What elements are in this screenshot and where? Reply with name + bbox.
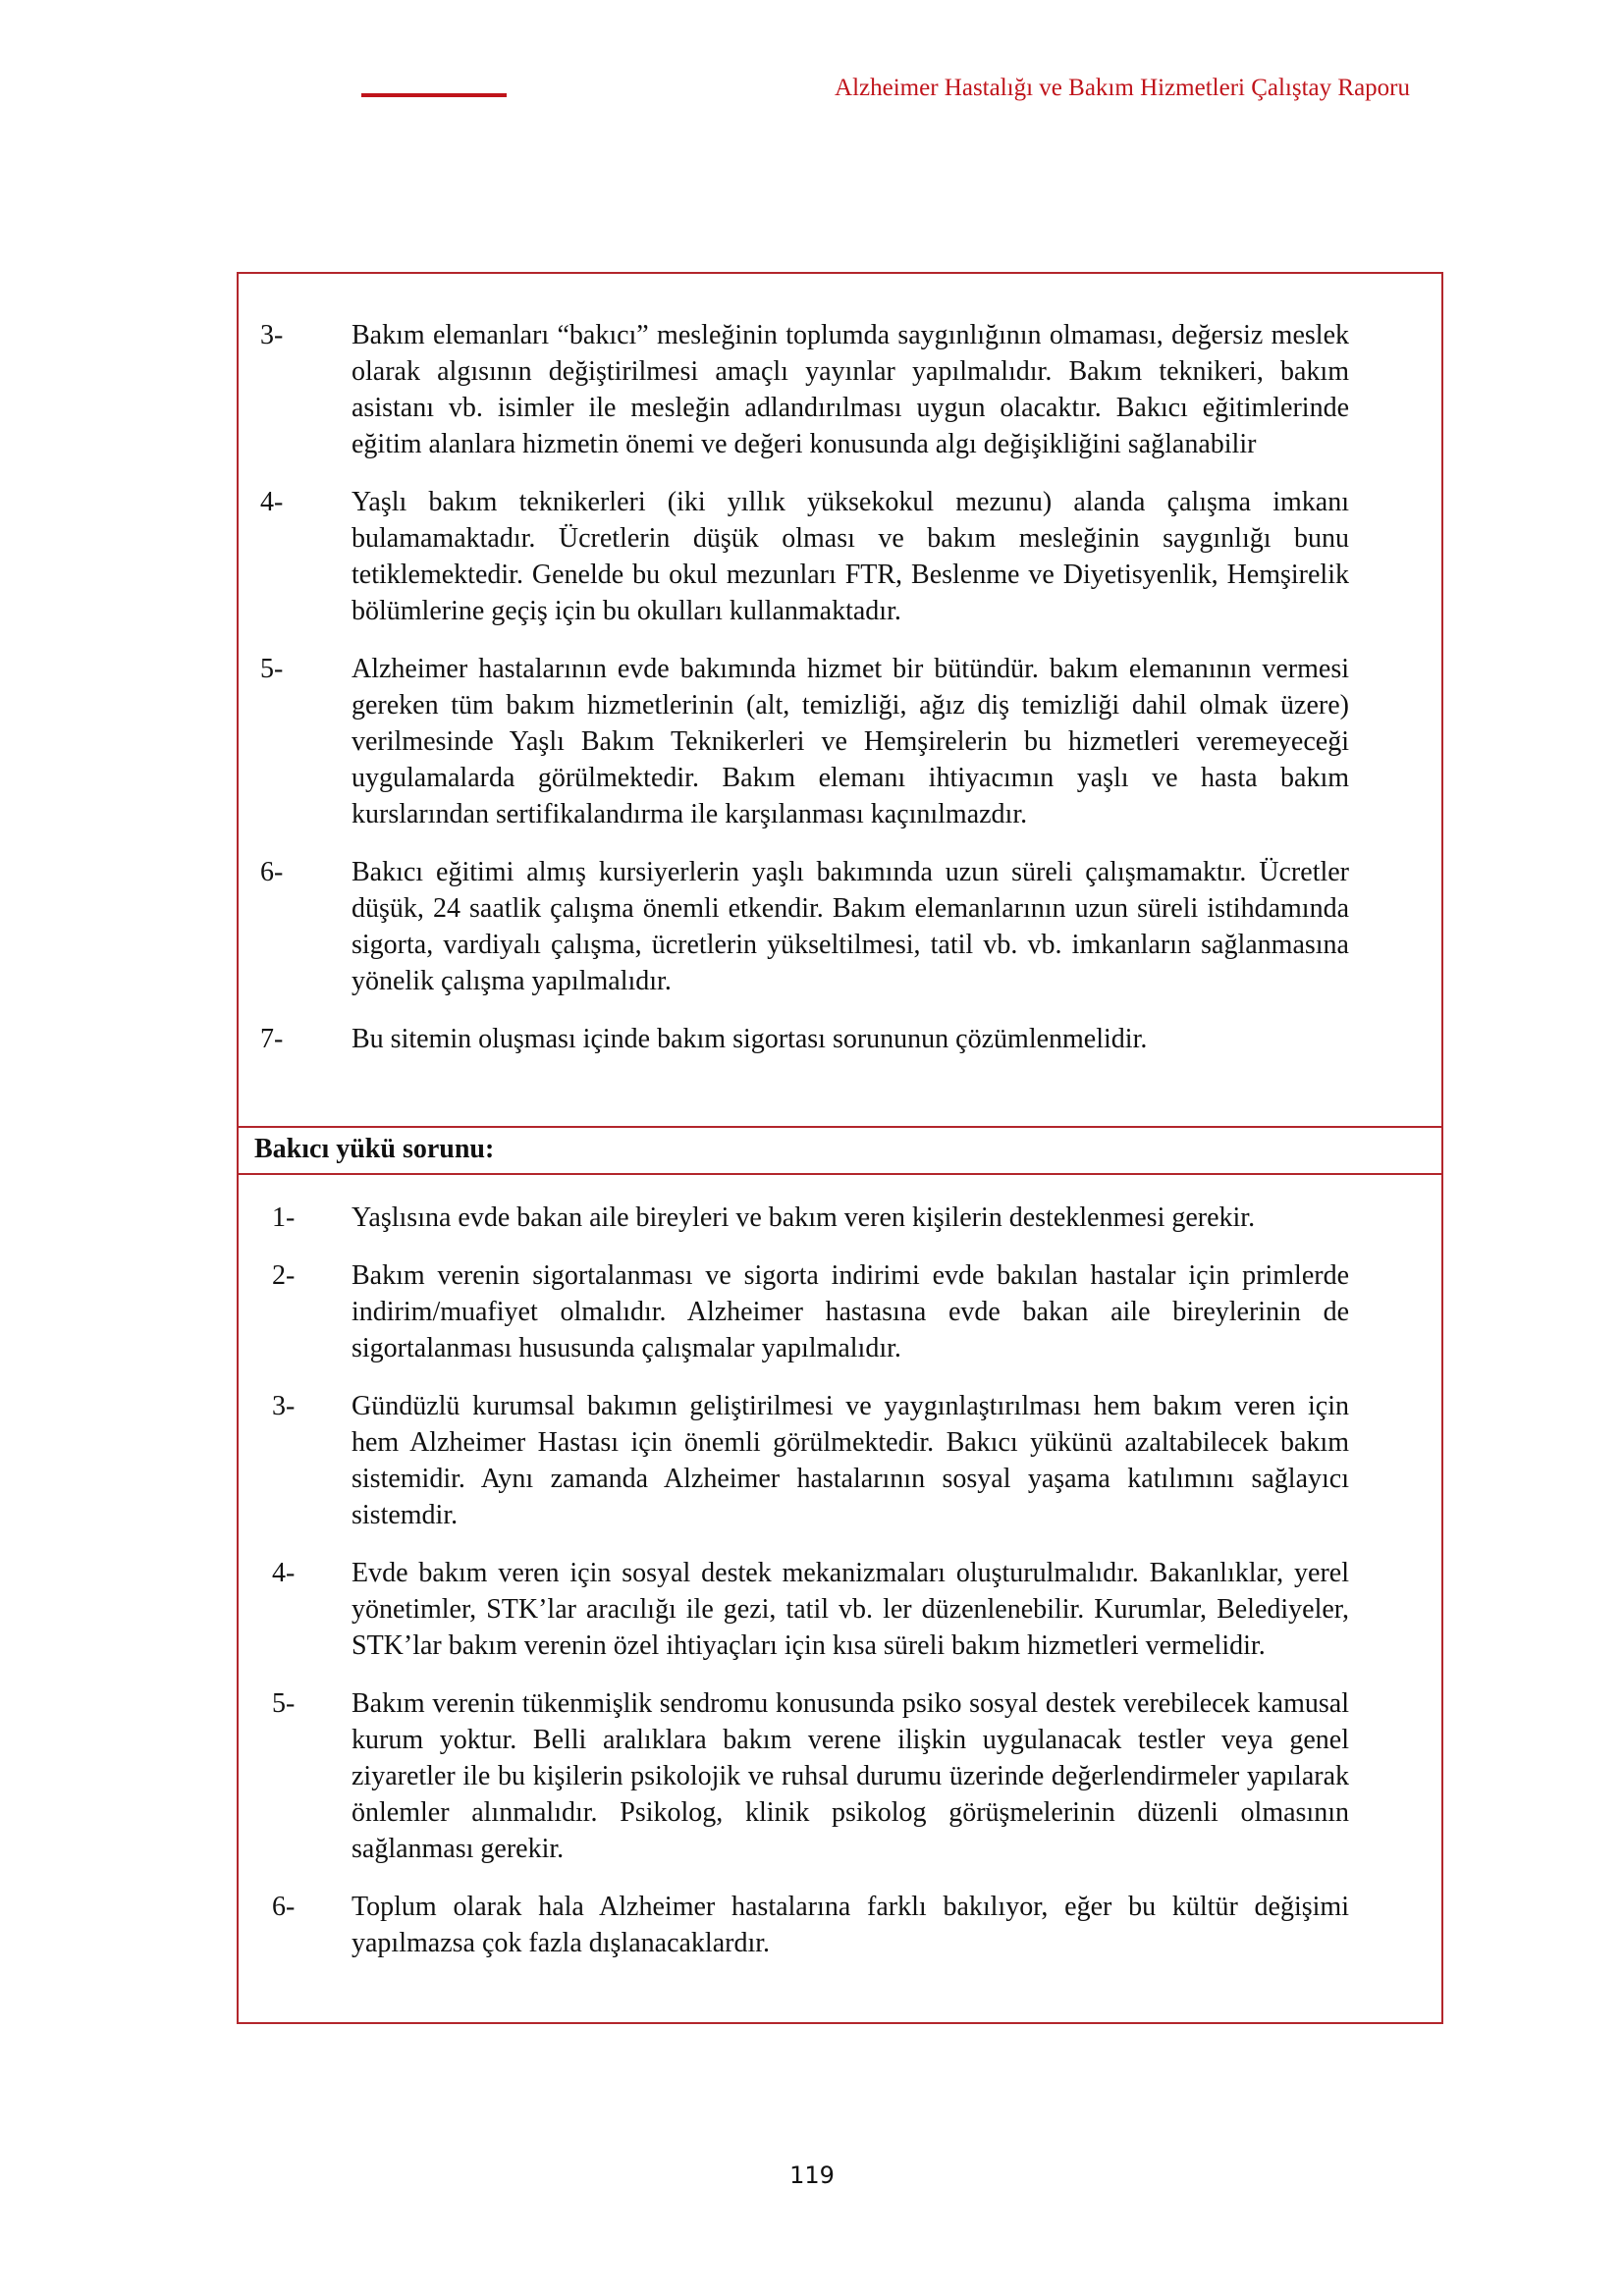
item-text: Gündüzlü kurumsal bakımın geliştirilmesi ve yaygınlaştırılması hem bakım veren için hem Alzheimer Hastası için önemli görülmektedir. Bakıcı yükünü azaltabilecek bakım sistemidir. Aynı zamanda Alzheimer hastalarının sosyal yaşama katılımını sağlayıcı sistemdir.	[352, 1391, 1349, 1530]
item-text: Yaşlı bakım teknikerleri (iki yıllık yüksekokul mezunu) alanda çalışma imkanı bulamamaktadır. Ücretlerin düşük olması ve bakım mesleğinin saygınlığı bunu tetiklemektedir. Genelde bu okul mezunları FTR, Beslenme ve Diyetisyenlik, Hemşirelik bölümlerine geçiş için bu okulları kullanmaktadır.	[352, 487, 1349, 626]
caregiver-burden-list	[239, 1174, 1441, 1983]
item-number: 6-	[272, 1892, 296, 1922]
item-number: 3-	[272, 1391, 296, 1421]
item-text: Bakıcı eğitimi almış kursiyerlerin yaşlı bakımında uzun süreli çalışmamaktır. Ücretler düşük, 24 saatlik çalışma önemli etkendir. Bakım elemanlarının uzun süreli istihdamında sigorta, vardiyalı çalışma, ücretlerin yükseltilmesi, tatil vb. vb. imkanların sağlanmasına yönelik çalışma yapılmalıdır.	[352, 857, 1349, 996]
item-number: 2-	[272, 1260, 296, 1291]
list-item	[239, 1021, 1441, 1057]
recommendations-list	[239, 317, 1441, 1079]
item-text: Bakım verenin sigortalanması ve sigorta indirimi evde bakılan hastalar için primlerde indirim/muafiyet olmalıdır. Alzheimer hastasına evde bakan aile bireylerinin de sigortalanması hususunda çalışmalar yapılmalıdır.	[352, 1260, 1349, 1363]
list-item	[239, 1257, 1441, 1366]
list-item	[239, 1555, 1441, 1664]
item-number: 5-	[260, 654, 284, 684]
list-item	[239, 1889, 1441, 1961]
item-text: Evde bakım veren için sosyal destek mekanizmaları oluşturulmalıdır. Bakanlıklar, yerel yönetimler, STK’lar aracılığı ile gezi, tatil vb. ler düzenlenebilir. Kurumlar, Belediyeler, STK’lar bakım verenin özel ihtiyaçları için kısa süreli bakım hizmetleri vermelidir.	[352, 1558, 1349, 1661]
item-text: Toplum olarak hala Alzheimer hastalarına farklı bakılıyor, eğer bu kültür değişimi yapılmazsa çok fazla dışlanacaklardır.	[352, 1892, 1349, 1958]
item-number: 4-	[272, 1558, 296, 1588]
item-text: Alzheimer hastalarının evde bakımında hizmet bir bütündür. bakım elemanının vermesi gereken tüm bakım hizmetlerinin (alt, temizliği, ağız diş temizliği dahil olmak üzere) verilmesinde Yaşlı Bakım Teknikerleri ve Hemşirelerin bu hizmetleri veremeyeceği uygulamalarda görülmektedir. Bakım elemanı ihtiyacımın yaşlı ve hasta bakım kurslarından sertifikalandırma ile karşılanması kaçınılmazdır.	[352, 654, 1349, 829]
content-box	[237, 272, 1443, 2024]
item-text: Bakım verenin tükenmişlik sendromu konusunda psiko sosyal destek verebilecek kamusal kurum yoktur. Belli aralıklara bakım verene ilişkin uygulanacak testler veya genel ziyaretler ile bu kişilerin psikolojik ve ruhsal durumu üzerinde değerlendirmeler yapılarak önlemler alınmalıdır. Psikolog, klinik psikolog görüşmelerinin düzenli olmasının sağlanması gerekir.	[352, 1688, 1349, 1864]
list-item	[239, 1200, 1441, 1236]
list-item	[239, 651, 1441, 832]
item-number: 5-	[272, 1688, 296, 1719]
item-number: 3-	[260, 320, 284, 350]
item-text: Yaşlısına evde bakan aile bireyleri ve bakım veren kişilerin desteklenmesi gerekir.	[352, 1202, 1256, 1233]
list-item	[239, 1388, 1441, 1533]
list-item	[239, 854, 1441, 999]
item-number: 7-	[260, 1024, 284, 1054]
list-item	[239, 484, 1441, 629]
list-item	[239, 1685, 1441, 1867]
item-number: 6-	[260, 857, 284, 887]
item-number: 4-	[260, 487, 284, 517]
section-divider	[239, 1126, 1441, 1128]
header-rule	[361, 93, 507, 97]
item-number: 1-	[272, 1202, 296, 1233]
section-heading: Bakıcı yükü sorunu:	[254, 1134, 495, 1164]
page-number: 119	[789, 2162, 835, 2189]
item-text: Bu sitemin oluşması içinde bakım sigortası sorununun çözümlenmelidir.	[352, 1024, 1148, 1054]
list-item	[239, 317, 1441, 462]
item-text: Bakım elemanları “bakıcı” mesleğinin toplumda saygınlığının olmaması, değersiz meslek olarak algısının değiştirilmesi amaçlı yayınlar yapılmalıdır. Bakım teknikeri, bakım asistanı vb. isimler ile mesleğin adlandırılması uygun olacaktır. Bakıcı eğitimlerinde eğitim alanlara hizmetin önemi ve değeri konusunda algı değişikliğini sağlanabilir	[352, 320, 1349, 459]
header-title: Alzheimer Hastalığı ve Bakım Hizmetleri Çalıştay Raporu	[835, 75, 1410, 101]
